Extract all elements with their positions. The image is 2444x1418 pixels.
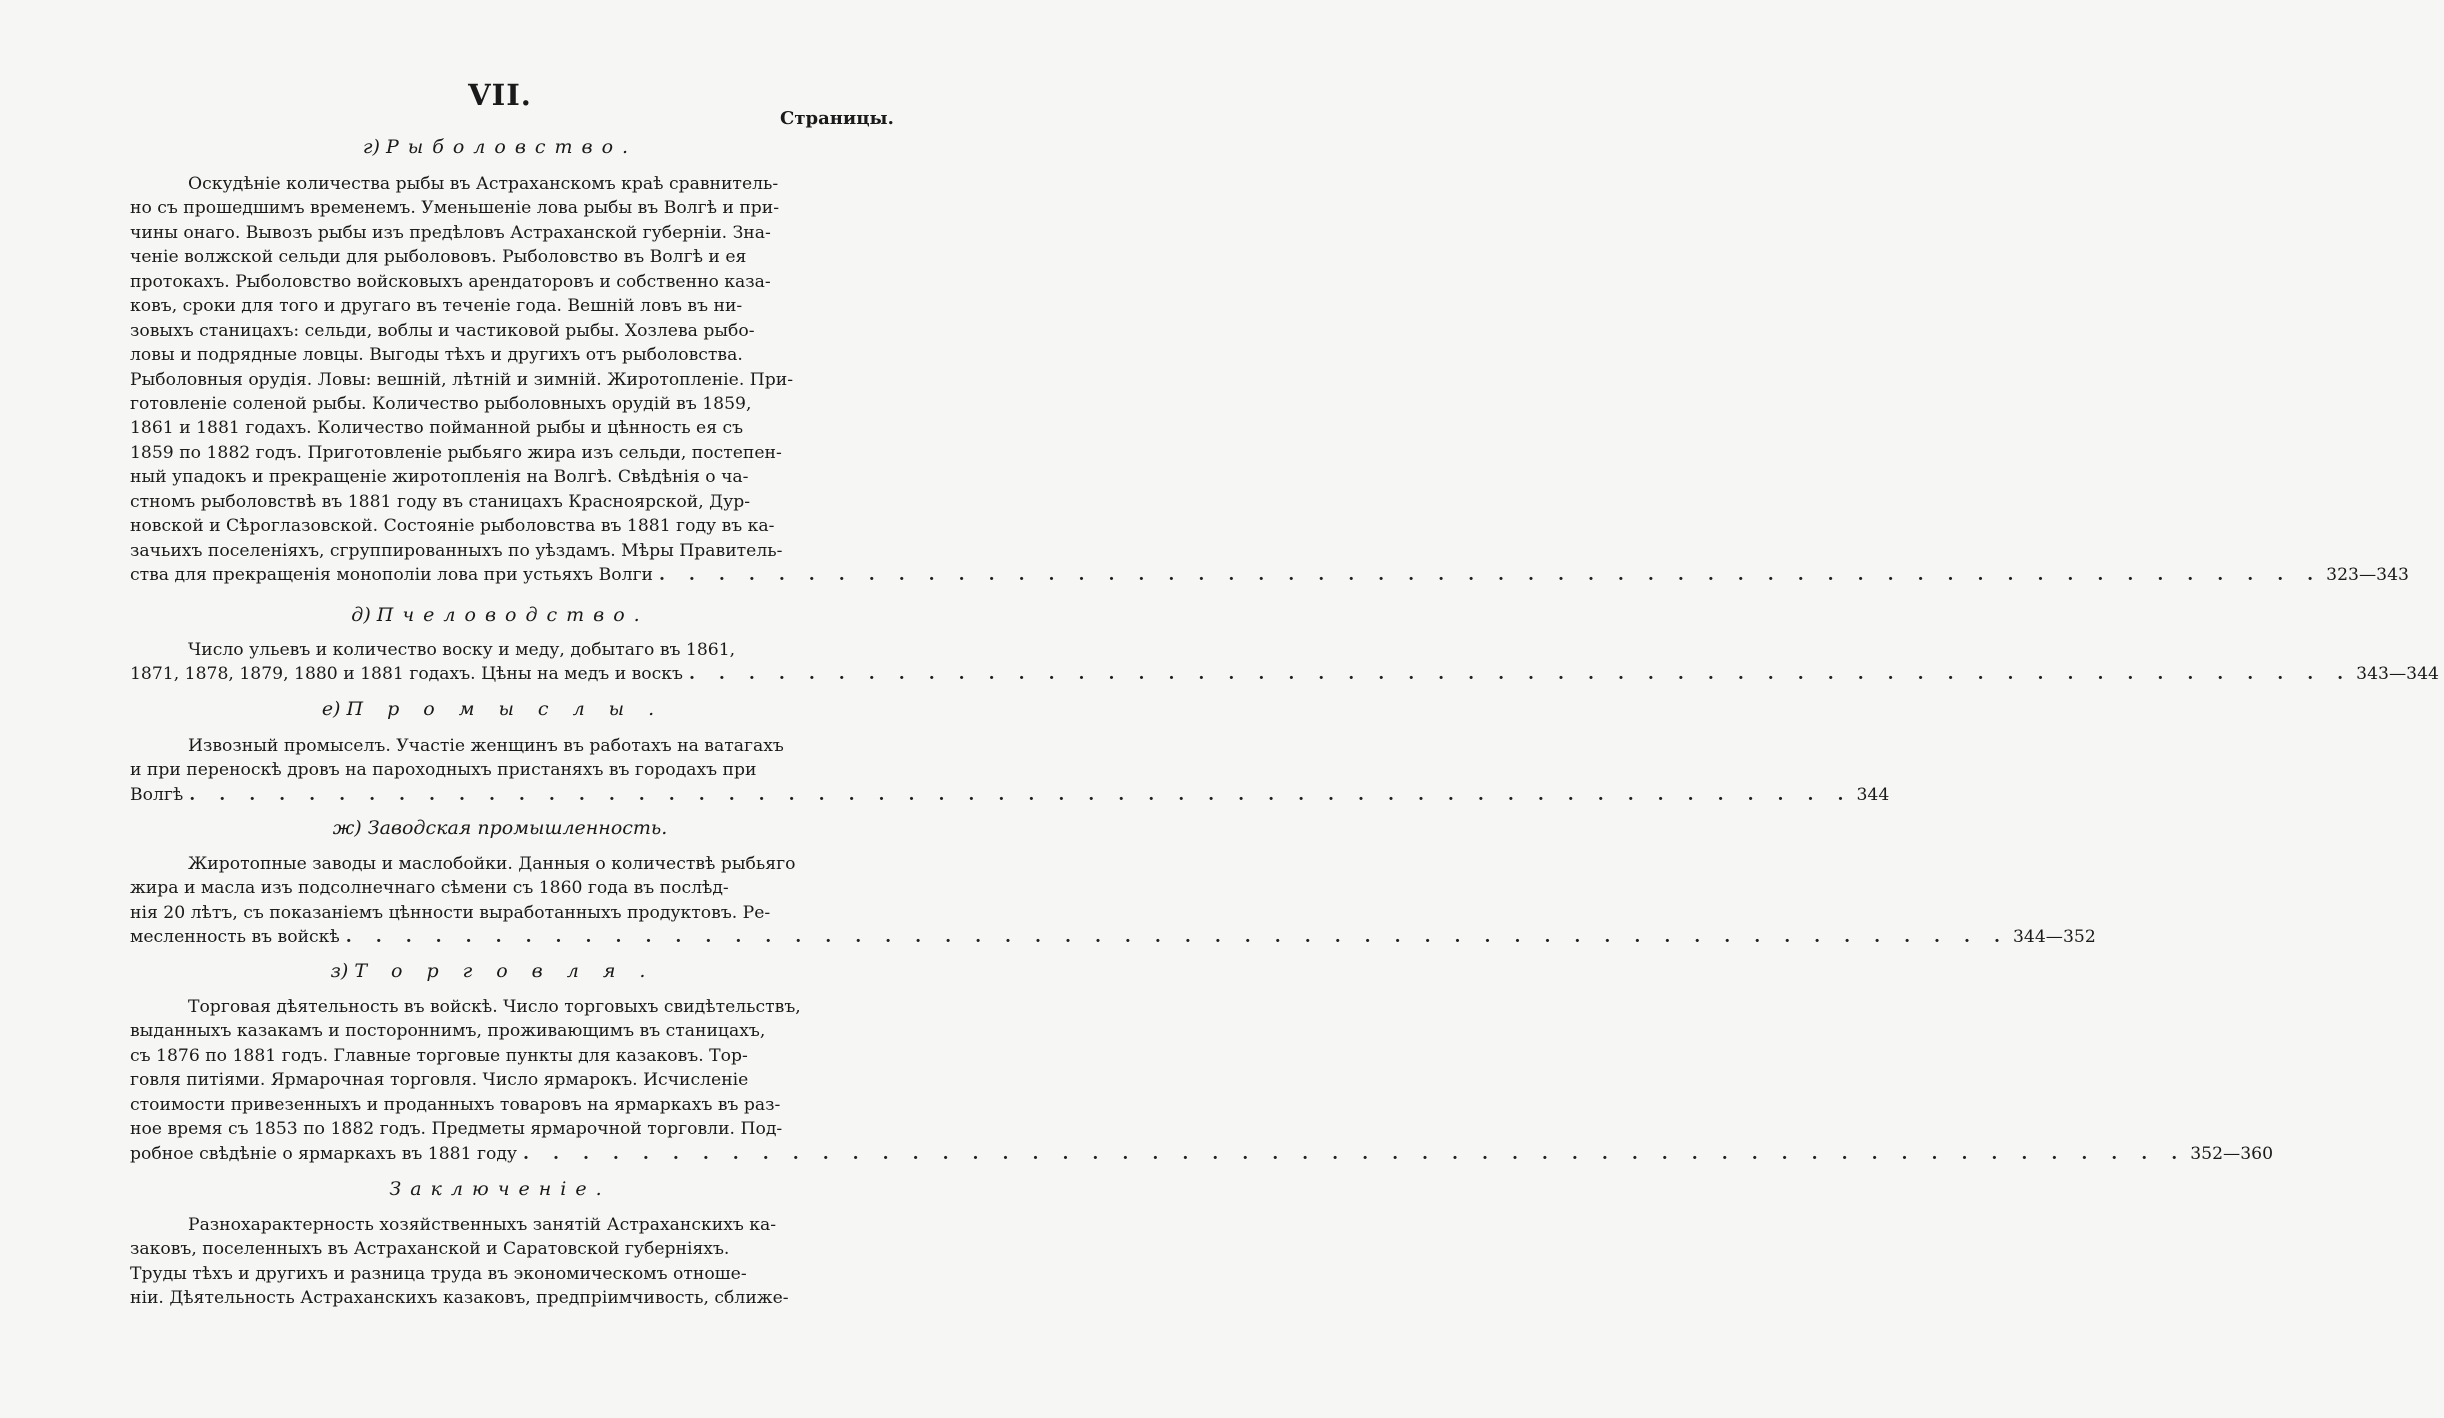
pages-column-header: Страницы. — [780, 108, 894, 129]
text-line: Число ульевъ и количество воску и меду, добытаго въ 1861, — [188, 640, 736, 660]
text-line: Разнохарактерность хозяйственныхъ занятій Астраханскихъ ка- — [188, 1215, 777, 1235]
page-range: 343—344 — [2356, 664, 2439, 685]
section-heading: Заводская промышленность. — [367, 817, 668, 839]
dot-leader: . . . . . . . . . . . . . . . . . . . . . . . . . . . . . . . . . . . . . . . . . . . . . . . . . . . . . . . . — [345, 927, 2009, 948]
text-line: Труды тѣхъ и другихъ и разница труда въ экономическомъ отноше- — [130, 1263, 747, 1284]
page-range: 323—343 — [2326, 565, 2409, 585]
text-line: и при переноскѣ дровъ на пароходныхъ пристаняхъ въ городахъ при — [130, 760, 757, 781]
section-marker: г) — [362, 136, 380, 158]
toc-entry-line — [130, 925, 2096, 949]
text-line: но съ прошедшимъ временемъ. Уменьшеніе лова рыбы въ Волгѣ и при- — [130, 198, 780, 219]
section-title-industry — [130, 817, 870, 839]
section-body-beekeeping — [130, 638, 2439, 687]
text-line: жира и масла изъ подсолнечнаго сѣмени съ 1860 года въ послѣд- — [130, 878, 729, 899]
toc-entry-line — [130, 783, 1890, 807]
text-line: заковъ, поселенныхъ въ Астраханской и Саратовской губерніяхъ. — [130, 1239, 730, 1260]
dot-leader: . . . . . . . . . . . . . . . . . . . . . . . . . . . . . . . . . . . . . . . . . . . . . . . . . . . . . . . . — [658, 565, 2323, 585]
section-title-beekeeping — [130, 604, 870, 626]
text-line: ченіе волжской сельди для рыболововъ. Рыболовство въ Волгѣ и ея — [130, 247, 747, 268]
section-body-industry — [130, 852, 2096, 950]
text-line: ное время съ 1853 по 1882 годъ. Предметы ярмарочной торговли. Под- — [130, 1119, 783, 1140]
toc-entry-text: 1871, 1878, 1879, 1880 и 1881 годахъ. Цѣны на медъ и воскъ — [130, 664, 683, 685]
toc-entry-text: Волгѣ — [130, 784, 184, 805]
section-body-trades — [130, 734, 1890, 807]
dot-leader: . . . . . . . . . . . . . . . . . . . . . . . . . . . . . . . . . . . . . . . . . . . . . . . . . . . . . . . . — [523, 1143, 2187, 1164]
page-range: 352—360 — [2190, 1143, 2274, 1164]
text-line: 1859 по 1882 годъ. Приготовленіе рыбьяго жира изъ сельди, постепен- — [130, 442, 782, 463]
toc-entry-line — [130, 662, 2439, 686]
dot-leader: . . . . . . . . . . . . . . . . . . . . . . . . . . . . . . . . . . . . . . . . . . . . . . . . . . . . . . . . — [189, 784, 1853, 805]
section-marker: д) — [351, 604, 371, 626]
section-heading: Рыболовство. — [385, 136, 638, 158]
text-line: съ 1876 по 1881 годъ. Главные торговые пункты для казаковъ. Тор- — [130, 1045, 748, 1066]
text-line: зачьихъ поселеніяхъ, сгруппированныхъ по уѣздамъ. Мѣры Правитель- — [130, 540, 783, 561]
toc-entry-line — [130, 563, 2409, 587]
section-heading: Торговля. — [354, 960, 670, 982]
text-line: новской и Сѣроглазовской. Состояніе рыболовства въ 1881 году въ ка- — [130, 516, 775, 537]
section-title-fishing — [130, 136, 870, 158]
toc-entry-text: ства для прекращенія монополіи лова при устьяхъ Волги — [130, 565, 653, 585]
text-line: выданныхъ казакамъ и постороннимъ, проживающимъ въ станицахъ, — [130, 1021, 766, 1042]
dot-leader: . . . . . . . . . . . . . . . . . . . . . . . . . . . . . . . . . . . . . . . . . . . . . . . . . . . . . . . . — [688, 664, 2353, 685]
section-marker: з) — [330, 960, 349, 982]
section-marker: е) — [321, 698, 341, 720]
section-body-trade — [130, 995, 2274, 1166]
toc-entry-line — [130, 1142, 2274, 1166]
section-body-fishing — [130, 172, 2409, 587]
section-title-conclusion — [130, 1178, 870, 1200]
section-heading: Заключеніе. — [389, 1178, 611, 1200]
page-range: 344 — [1856, 784, 1890, 805]
text-line: стномъ рыболовствѣ въ 1881 году въ станицахъ Красноярской, Дур- — [130, 491, 751, 512]
text-line: Жиротопные заводы и маслобойки. Данныя о количествѣ рыбьяго — [188, 854, 796, 874]
text-line: зовыхъ станицахъ: сельди, воблы и частиковой рыбы. Хозлева рыбо- — [130, 320, 755, 341]
text-line: Рыболовныя орудія. Ловы: вешній, лѣтній и зимній. Жиротопленіе. При- — [130, 369, 794, 390]
section-body-conclusion — [130, 1213, 870, 1311]
text-line: готовленіе соленой рыбы. Количество рыболовныхъ орудій въ 1859, — [130, 393, 752, 414]
text-line: Оскудѣніе количества рыбы въ Астраханскомъ краѣ сравнитель- — [188, 174, 779, 194]
section-title-trades — [130, 698, 870, 720]
page-number: VII. — [468, 78, 532, 112]
toc-entry-text: робное свѣдѣніе о ярмаркахъ въ 1881 году — [130, 1143, 518, 1164]
text-line: Извозный промыселъ. Участіе женщинъ въ работахъ на ватагахъ — [188, 736, 784, 756]
text-line: ніи. Дѣятельность Астраханскихъ казаковъ, предпріимчивость, сближе- — [130, 1288, 789, 1309]
text-line: ковъ, сроки для того и другаго въ теченіе года. Вешній ловъ въ ни- — [130, 296, 743, 317]
page-range: 344—352 — [2012, 927, 2096, 948]
text-line: стоимости привезенныхъ и проданныхъ товаровъ на ярмаркахъ въ раз- — [130, 1094, 781, 1115]
section-heading: Промыслы. — [346, 698, 679, 720]
text-line: нія 20 лѣтъ, съ показаніемъ цѣнности выработанныхъ продуктовъ. Ре- — [130, 902, 771, 923]
section-marker: ж) — [332, 817, 362, 839]
text-line: протокахъ. Рыболовство войсковыхъ арендаторовъ и собственно каза- — [130, 271, 771, 292]
text-line: говля питіями. Ярмарочная торговля. Число ярмарокъ. Исчисленіе — [130, 1070, 749, 1091]
toc-entry-text: месленность въ войскѣ — [130, 927, 340, 948]
text-line: чины онаго. Вывозъ рыбы изъ предѣловъ Астраханской губерніи. Зна- — [130, 222, 771, 243]
text-line: 1861 и 1881 годахъ. Количество пойманной рыбы и цѣнность ея съ — [130, 418, 744, 439]
section-title-trade — [130, 960, 870, 982]
text-line: Торговая дѣятельность въ войскѣ. Число торговыхъ свидѣтельствъ, — [188, 997, 801, 1017]
section-heading: Пчеловодство. — [376, 604, 649, 626]
text-line: ловы и подрядные ловцы. Выгоды тѣхъ и другихъ отъ рыболовства. — [130, 345, 743, 366]
text-line: ный упадокъ и прекращеніе жиротопленія на Волгѣ. Свѣдѣнія о ча- — [130, 467, 749, 488]
